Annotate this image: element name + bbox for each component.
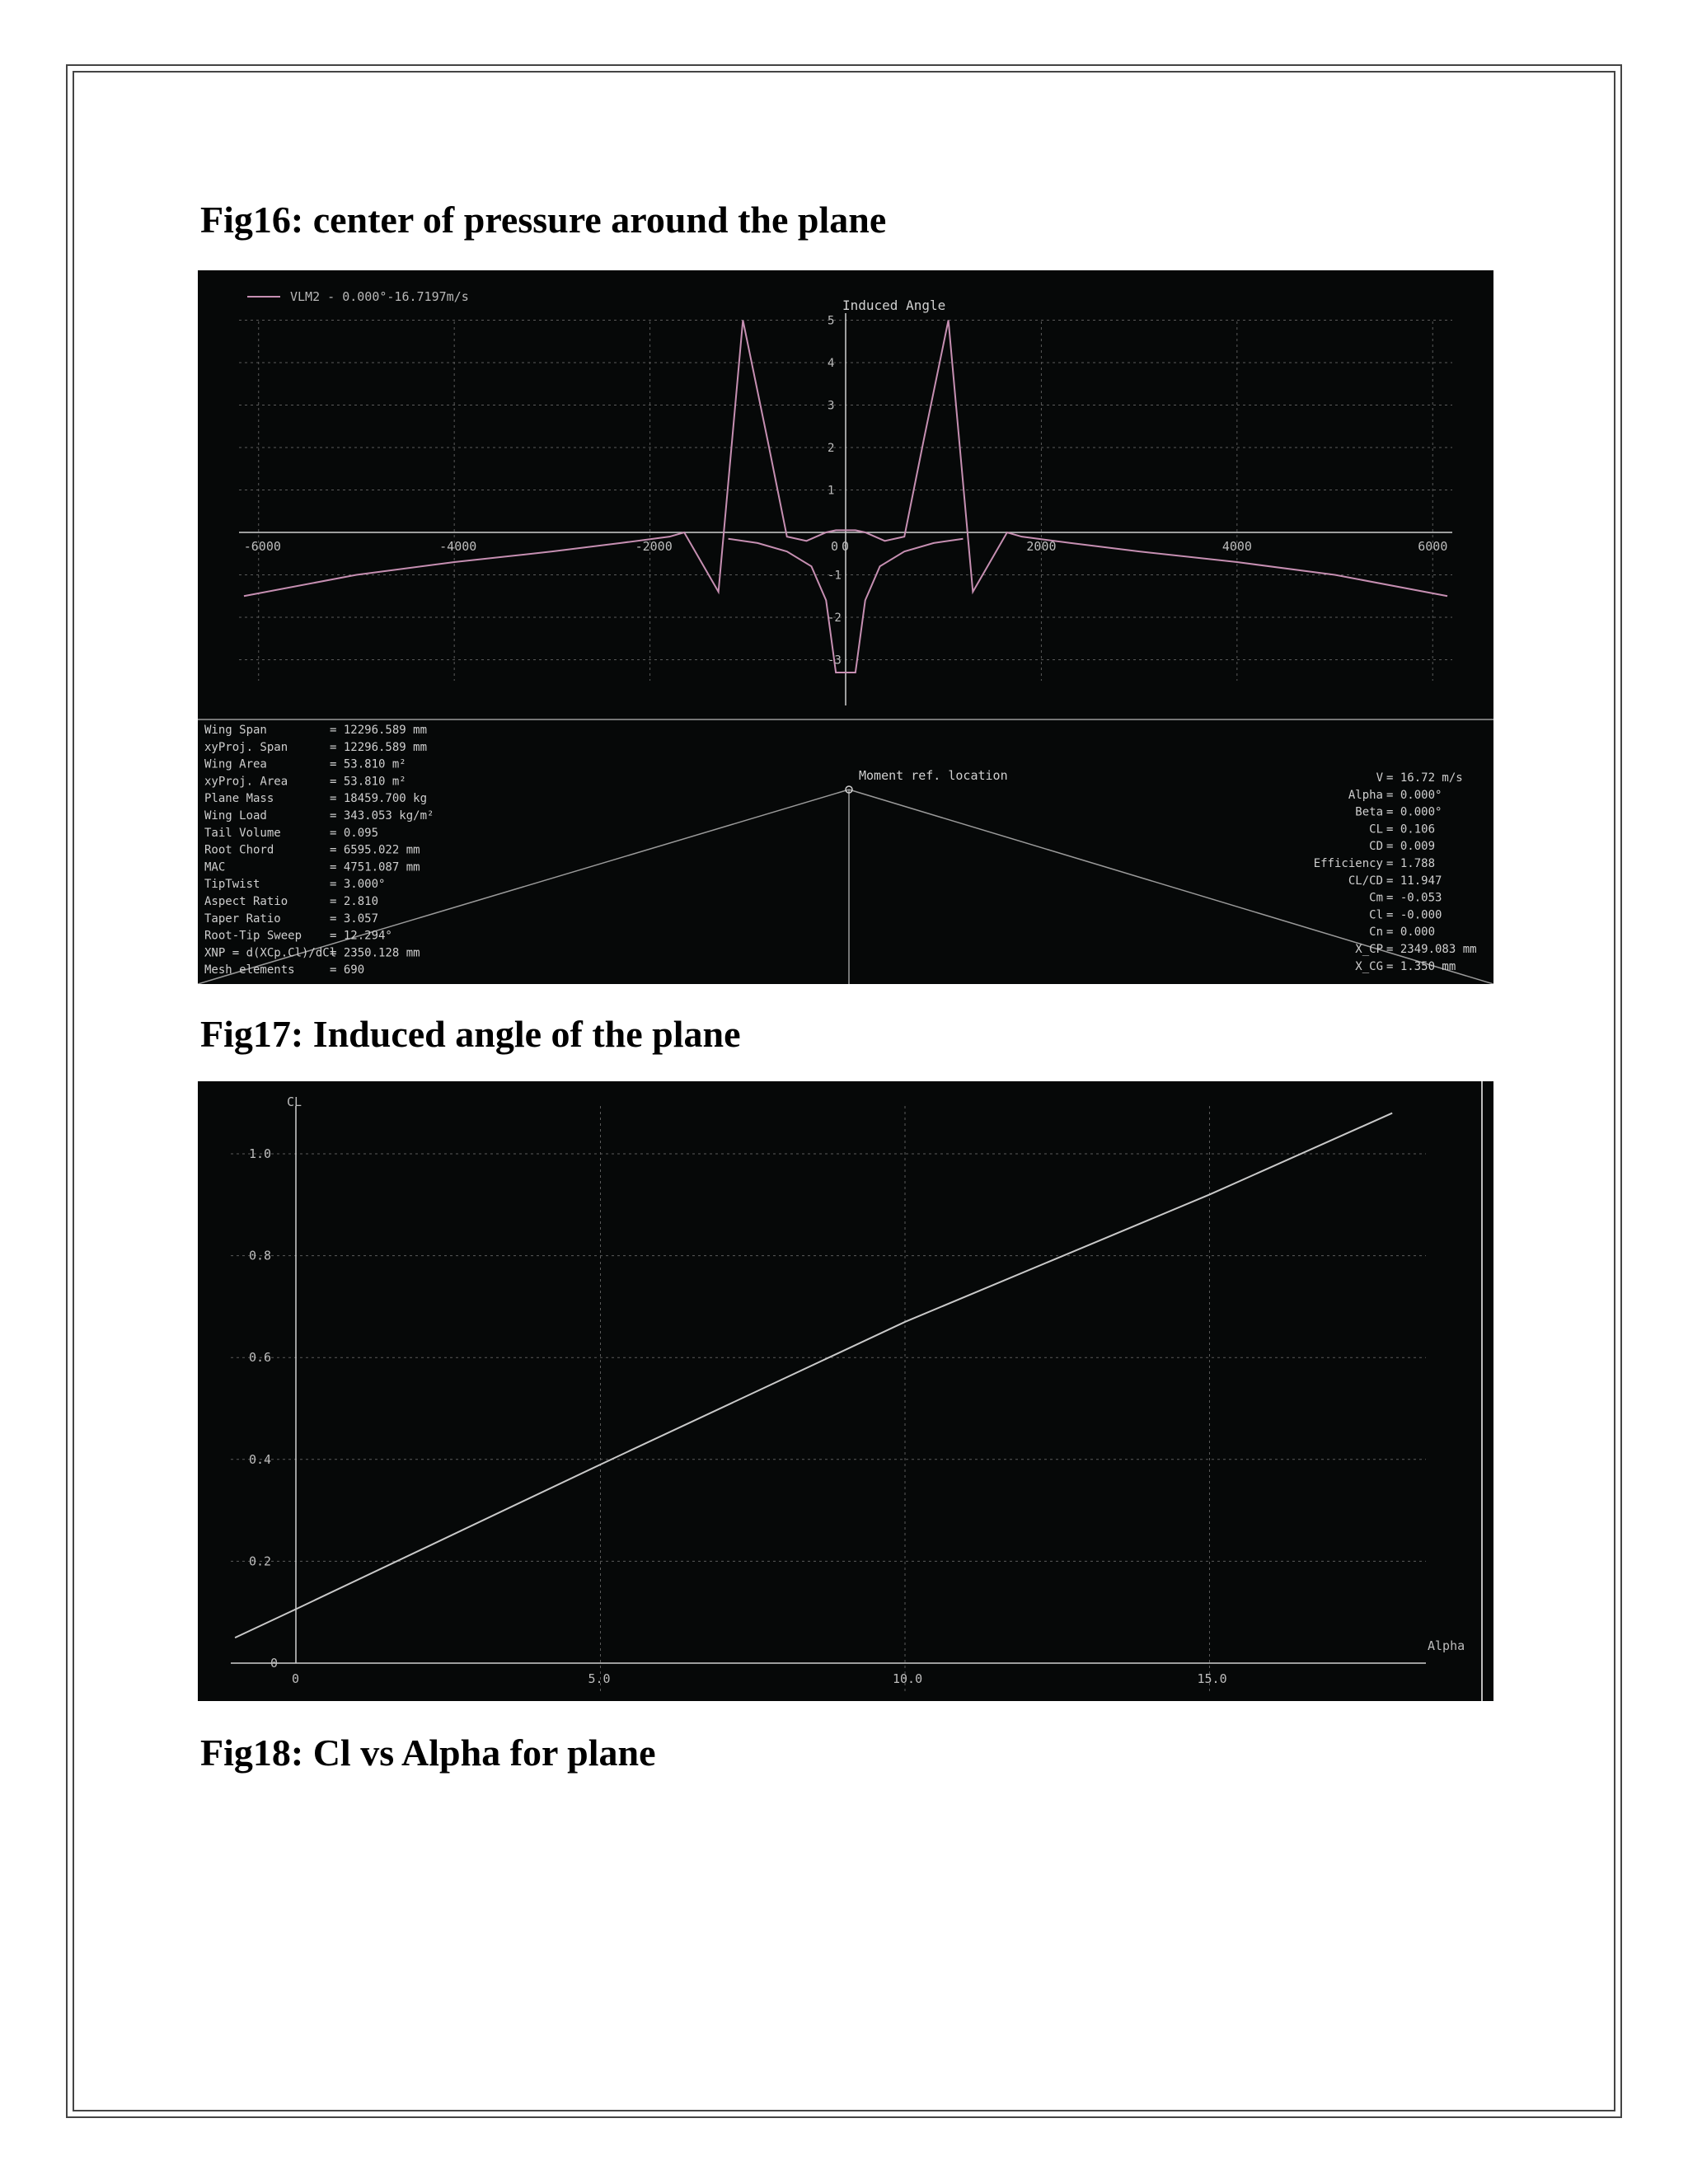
right-stat-label: Cm — [1369, 891, 1383, 905]
plot-grid — [231, 1106, 1426, 1693]
y-tick-label: -2 — [828, 612, 842, 625]
moment-ref-label: Moment ref. location — [859, 768, 1008, 783]
right-stat-value: = 0.000 — [1386, 926, 1436, 940]
right-stat-value: = 11.947 — [1386, 874, 1442, 888]
left-stat-value: = 2.810 — [330, 895, 379, 908]
left-stat-value: = 4751.087 mm — [330, 860, 420, 874]
right-stat-value: = 1.350 mm — [1386, 959, 1456, 973]
left-stat-value: = 6595.022 mm — [330, 843, 420, 857]
right-stats-block — [1314, 771, 1477, 973]
y-tick-label: 0.2 — [249, 1554, 272, 1569]
left-stat-value: = 12296.589 mm — [330, 724, 428, 737]
y-tick-label: 4 — [828, 357, 835, 370]
caption-fig16: Fig16: center of pressure around the plane — [200, 199, 887, 241]
x-tick-label: 2000 — [1026, 539, 1057, 554]
x-tick-label: -4000 — [439, 539, 477, 554]
right-stat-label: Alpha — [1348, 788, 1383, 802]
y-tick-label: 0 — [270, 1656, 279, 1671]
y-tick-label: 1.0 — [249, 1146, 272, 1161]
induced-angle-plot — [198, 270, 1493, 984]
left-stat-value: = 53.810 m² — [330, 757, 406, 771]
left-stat-value: = 0.095 — [330, 826, 379, 840]
right-stat-label: CL/CD — [1348, 874, 1383, 888]
right-stat-label: V — [1376, 771, 1383, 785]
legend-label: VLM2 - 0.000°-16.7197m/s — [290, 289, 469, 304]
x-tick-label: -2000 — [635, 539, 673, 554]
y-tick-label: 0.6 — [249, 1350, 272, 1366]
x-tick-label: 6000 — [1418, 539, 1448, 554]
y-tick-label: 5 — [828, 314, 835, 328]
cl-alpha-panel — [198, 1081, 1493, 1701]
caption-fig17: Fig17: Induced angle of the plane — [200, 1013, 741, 1055]
right-stat-value: = -0.053 — [1386, 891, 1442, 905]
left-stat-value: = 12.294° — [330, 929, 392, 943]
series-line-0 — [235, 1113, 1392, 1638]
x-tick-label: -6000 — [243, 539, 281, 554]
y-tick-label: -3 — [828, 654, 842, 668]
cl-alpha-plot — [198, 1081, 1493, 1701]
left-stat-label: Taper Ratio — [204, 912, 281, 926]
right-stat-label: CL — [1369, 823, 1383, 837]
right-stat-value: = -0.000 — [1386, 908, 1442, 922]
x-tick-label: 15.0 — [1197, 1671, 1227, 1686]
y-tick-label: 3 — [828, 399, 835, 413]
plot-ticks — [249, 1094, 1465, 1686]
left-stat-label: xyProj. Area — [204, 775, 288, 789]
right-stat-label: Cl — [1369, 908, 1383, 922]
right-stat-value: = 1.788 — [1386, 857, 1436, 870]
induced-angle-panel — [198, 270, 1493, 984]
left-stat-value: = 12296.589 mm — [330, 740, 428, 754]
left-stat-value: = 3.057 — [330, 912, 379, 926]
left-stat-label: Mesh elements — [204, 963, 295, 977]
left-stat-value: = 2350.128 mm — [330, 946, 420, 960]
left-stat-label: Wing Area — [204, 757, 267, 771]
left-stat-value: = 690 — [330, 963, 365, 977]
x-tick-label: 0 — [292, 1671, 300, 1686]
right-stat-label: Beta — [1355, 805, 1383, 819]
left-stat-value: = 53.810 m² — [330, 775, 406, 789]
x-tick-label: 0 — [831, 539, 839, 554]
left-stat-label: Plane Mass — [204, 792, 274, 806]
y-tick-label: -1 — [828, 569, 842, 583]
plot-axes — [239, 313, 1452, 705]
left-stat-label: xyProj. Span — [204, 740, 288, 754]
left-stat-value: = 343.053 kg/m² — [330, 809, 434, 823]
left-stat-label: Wing Span — [204, 724, 267, 737]
left-stat-label: TipTwist — [204, 878, 260, 892]
plot-series — [235, 1113, 1392, 1638]
x-tick-label: 5.0 — [588, 1671, 611, 1686]
right-stat-value: = 16.72 m/s — [1386, 771, 1463, 785]
x-axis-label: Alpha — [1428, 1638, 1465, 1653]
left-stat-value: = 18459.700 kg — [330, 792, 428, 806]
left-stat-label: Aspect Ratio — [204, 895, 288, 908]
plot-title: Induced Angle — [842, 298, 946, 313]
y-axis-label: CL — [287, 1094, 302, 1109]
x-tick-label: 4000 — [1221, 539, 1252, 554]
right-stat-label: X_CP — [1355, 943, 1383, 956]
right-stat-value: = 2349.083 mm — [1386, 943, 1477, 956]
left-stat-value: = 3.000° — [330, 878, 386, 892]
x-tick-label: 10.0 — [893, 1671, 923, 1686]
left-stat-label: Root-Tip Sweep — [204, 929, 302, 943]
right-stat-label: X_CG — [1355, 959, 1383, 973]
right-stat-label: Efficiency — [1313, 857, 1383, 870]
right-stat-value: = 0.106 — [1386, 823, 1436, 837]
y-tick-label: 2 — [828, 442, 835, 455]
caption-fig18: Fig18: Cl vs Alpha for plane — [200, 1732, 656, 1774]
left-stat-label: XNP = d(XCp.Cl)/dCl — [204, 946, 337, 960]
left-stat-label: Tail Volume — [204, 826, 281, 840]
left-stats-block — [204, 724, 434, 977]
left-stat-label: Root Chord — [204, 843, 274, 857]
x-tick-label-zero: 0 — [842, 539, 850, 554]
right-stat-label: Cn — [1369, 926, 1383, 940]
right-stat-value: = 0.000° — [1386, 788, 1442, 802]
right-stat-value: = 0.000° — [1386, 805, 1442, 819]
y-tick-label: 1 — [828, 484, 835, 498]
left-stat-label: Wing Load — [204, 809, 267, 823]
right-stat-value: = 0.009 — [1386, 840, 1436, 854]
left-stat-label: MAC — [204, 860, 226, 874]
right-stat-label: CD — [1369, 840, 1383, 854]
y-tick-label: 0.8 — [249, 1248, 272, 1263]
plot-axes — [231, 1106, 1426, 1663]
y-tick-label: 0.4 — [249, 1451, 272, 1467]
